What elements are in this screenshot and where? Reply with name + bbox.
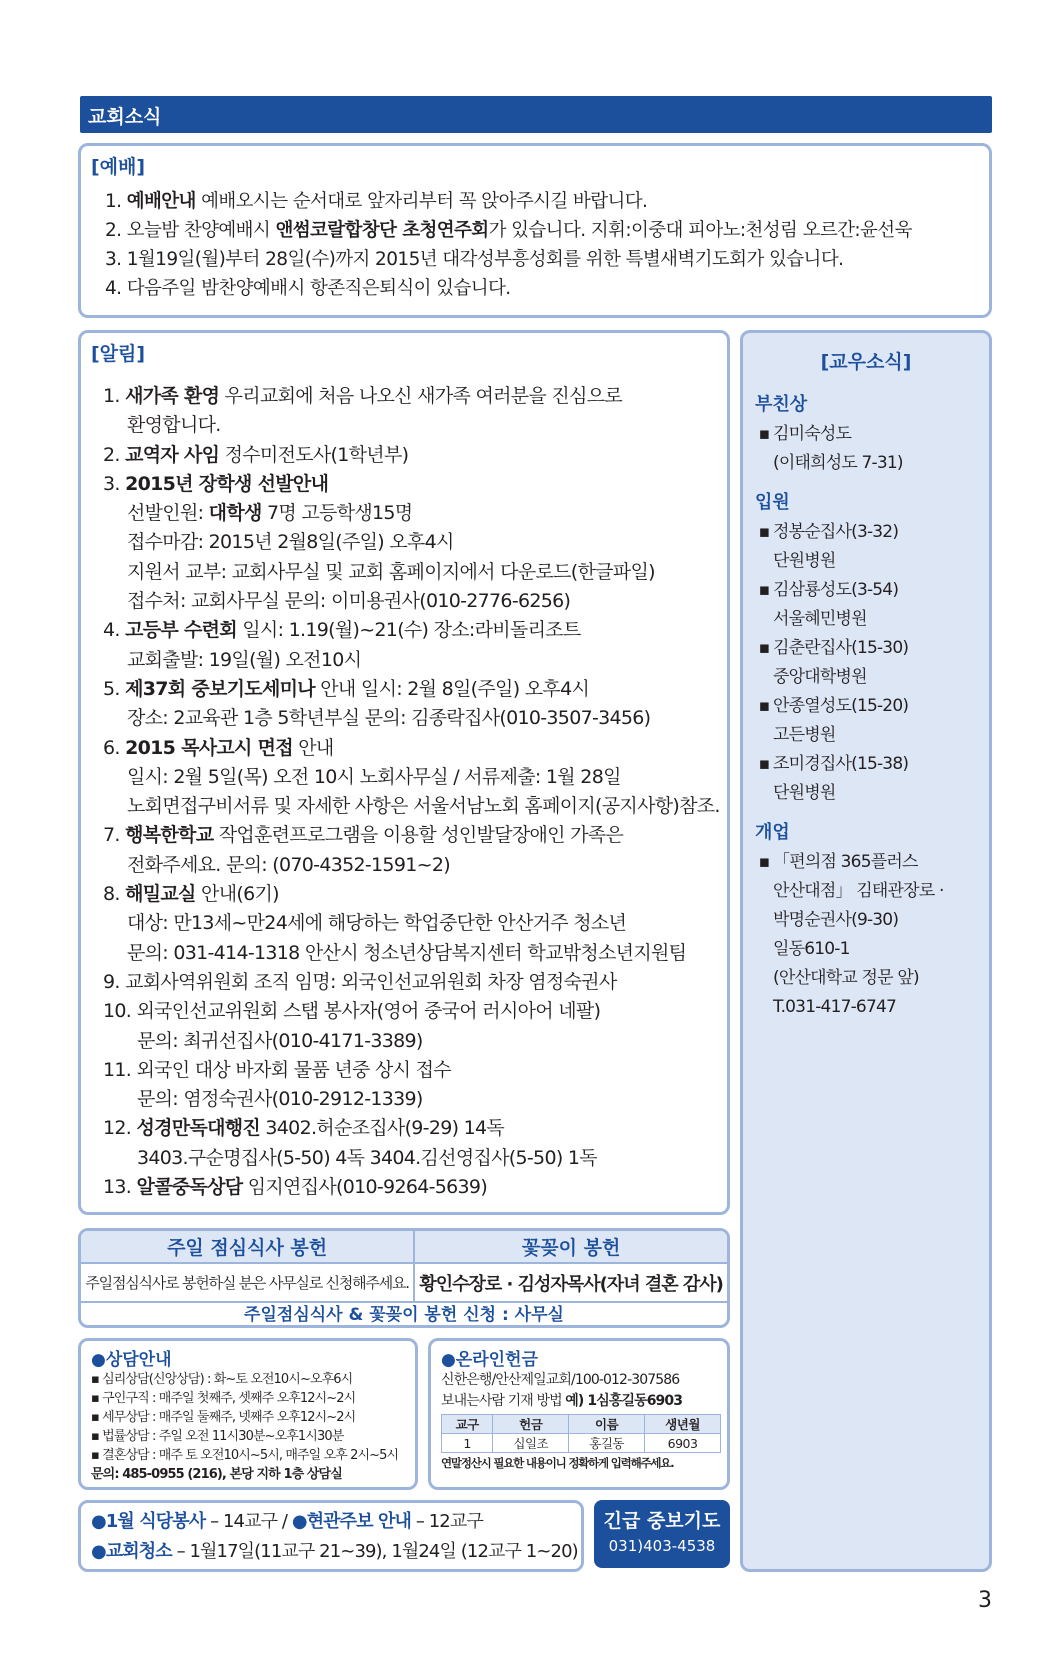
notice-line: 문의: 031-414-1318 안산시 청소년상담복지센터 학교밖청소년지원팀 [127,941,687,964]
notice-line: 3403.구순명집사(5-50) 4독 3404.김선영집사(5-50) 1독 [137,1146,597,1169]
notice-line: 노회면접구비서류 및 자세한 사항은 서울서남노회 홈페이지(공지사항)참조. [127,795,720,818]
urgent-prayer-phone: 031)403-4538 [608,1537,716,1555]
notice-line: 교회출발: 19일(월) 오전10시 [127,648,362,671]
members-news-line: T.031-417-6747 [773,997,896,1017]
flower-offering-header: 꽃꽂이 봉헌 [414,1231,727,1263]
members-section-heading: 부친상 [755,394,808,415]
lunch-offering-text: 주일점심식사로 봉헌하실 분은 사무실로 신청해주세요. [81,1263,414,1301]
giving-note: 연말정산시 필요한 내용이니 정확하게 입력해주세요. [441,1456,674,1470]
table-header: 이름 [569,1415,645,1434]
counseling-contact: 문의: 485-0955 (216), 본당 지하 1층 상담실 [91,1467,342,1482]
notices-box [78,330,730,1215]
table-cell: 1 [442,1434,493,1453]
members-news-list [755,390,977,1022]
worship-item: 1. 예배안내 예배오시는 순서대로 앞자리부터 꼭 앉아주시길 바랍니다. [105,191,648,212]
members-news-box [740,330,992,1572]
notice-line: 접수처: 교회사무실 문의: 이미용권사(010-2776-6256) [127,590,571,613]
donation-table [81,1231,727,1301]
members-news-line: (안산대학교 정문 앞) [773,968,919,988]
online-giving-box [428,1338,730,1490]
table-cell: 6903 [645,1434,721,1453]
notice-line: 4. 고등부 수련회 일시: 1.19(월)~21(수) 장소:라비돌리조트 [103,619,581,642]
table-header: 교구 [442,1415,493,1434]
members-news-item: ▪ 김삼룡성도(3-54) 서울혜민병원 [758,580,899,629]
worship-item: 3. 1월19일(월)부터 28일(수)까지 2015년 대각성부흥성회를 위한 특별새벽기도회가 있습니다. [105,249,844,270]
notice-line: 일시: 2월 5일(목) 오전 10시 노회사무실 / 서류제출: 1월 28일 [127,765,621,788]
notice-line: 전화주세요. 문의: (070-4352-1591~2) [127,853,450,876]
notice-line: 2. 교역자 사임 정수미전도사(1학년부) [103,443,409,466]
notice-line: 10. 외국인선교위원회 스탭 봉사자(영어 중국어 러시아어 네팔) [103,1000,601,1023]
notice-line: 문의: 염정숙권사(010-2912-1339) [137,1088,423,1111]
members-news-item: ▪ 정봉순집사(3-32) 단원병원 [758,522,899,571]
notices-title: [알림] [91,343,146,365]
notice-line: 1. 새가족 환영 우리교회에 처음 나오신 새가족 여러분을 진심으로 [103,385,623,407]
counseling-box [78,1338,418,1490]
members-news-line: 일동610-1 [773,939,850,959]
notice-line: 선발인원: 대학생 7명 고등학생15명 [127,502,413,525]
notice-line: 접수마감: 2015년 2월8일(주일) 오후4시 [127,531,454,554]
counseling-title: ●상담안내 [91,1350,172,1370]
members-news-item: ▪ 김춘란집사(15-30) 중앙대학병원 [758,638,909,687]
notice-line: 지원서 교부: 교회사무실 및 교회 홈페이지에서 다운로드(한글파일) [127,560,655,583]
notice-line: 3. 2015년 장학생 선발안내 [103,472,329,495]
notice-line: 9. 교회사역위원회 조직 임명: 외국인선교위원회 차장 염정숙권사 [103,970,617,993]
urgent-prayer-title: 긴급 중보기도 [603,1510,721,1532]
flower-offering-text: 황인수장로 · 김성자목사(자녀 결혼 감사) [419,1273,723,1295]
notice-line: 12. 성경만독대행진 3402.허순조집사(9-29) 14독 [103,1117,505,1140]
service-line: ●1월 식당봉사 – 14교구 / ●현관주보 안내 – 12교구 [91,1511,483,1532]
section-title: 교회소식 [88,106,162,128]
counseling-line: ▪ 구인구직 : 매주일 첫째주, 셋째주 오후12시~2시 [91,1391,356,1406]
notice-line: 7. 행복한학교 작업훈련프로그램을 이용할 성인발달장애인 가족은 [103,824,624,847]
notice-line: 장소: 2교육관 1층 5학년부실 문의: 김종락집사(010-3507-3456) [127,707,651,730]
worship-title: [예배] [91,156,146,178]
members-section-heading: 입원 [755,492,790,513]
members-news-item: ▪ 「편의점 365플러스 안산대점」 김태관장로 · [758,852,944,901]
online-giving-title: ●온라인헌금 [441,1350,538,1370]
notices-list [91,382,720,1202]
table-cell: 십일조 [493,1434,569,1453]
counseling-line: ▪ 법률상담 : 주일 오전 11시30분~오후1시30분 [91,1429,344,1444]
notice-line: 11. 외국인 대상 바자회 물품 년중 상시 접수 [103,1058,451,1081]
counseling-line: ▪ 결혼상담 : 매주 토 오전10시~5시, 매주일 오후 2시~5시 [91,1448,399,1463]
counseling-line: ▪ 세무상담 : 매주일 둘째주, 넷째주 오후12시~2시 [91,1410,356,1425]
worship-box [78,143,992,318]
table-header: 생년월 [645,1415,721,1434]
lunch-offering-header: 주일 점심식사 봉헌 [81,1231,414,1263]
page-number: 3 [978,1588,992,1613]
members-news-item: ▪ 안종열성도(15-20) 고든병원 [758,696,909,745]
worship-item: 4. 다음주일 밤찬양예배시 항존직은퇴식이 있습니다. [105,278,511,299]
notice-line: 6. 2015 목사고시 면접 안내 [103,736,334,759]
urgent-prayer-box [594,1500,730,1568]
members-news-item: ▪ 조미경집사(15-38) 단원병원 [758,754,909,803]
worship-item: 2. 오늘밤 찬양예배시 앤썸코랄합창단 초청연주회가 있습니다. 지휘:이중대 피아노:천성림 오르간:윤선욱 [105,220,912,241]
bank-account: 신한은행/안산제일교회/100-012-307586 [441,1372,680,1388]
notice-line: 환영합니다. [127,414,221,437]
service-duty-box [78,1500,584,1572]
members-section-heading: 개업 [755,822,790,843]
members-news-line: 박명순권사(9-30) [773,910,899,930]
notice-line: 8. 해밀교실 안내(6기) [103,883,279,906]
notice-line: 13. 알콜중독상담 임지연집사(010-9264-5639) [103,1176,488,1199]
sender-method: 보내는사람 기재 방법 예) 1심홍길동6903 [441,1393,683,1409]
section-header [80,96,992,133]
worship-list [91,187,979,303]
counseling-line: ▪ 심리상담(신앙상담) : 화~토 오전10시~오후6시 [91,1372,353,1387]
notice-line: 문의: 최귀선집사(010-4171-3389) [137,1029,423,1052]
notice-line: 5. 제37회 중보기도세미나 안내 일시: 2월 8일(주일) 오후4시 [103,677,590,700]
cleaning-line: ●교회청소 – 1월17일(11교구 21~39), 1월24일 (12교구 1~20) [91,1541,578,1562]
donation-box [78,1228,730,1328]
notice-line: 대상: 만13세~만24세에 해당하는 학업중단한 안산거주 청소년 [127,912,627,935]
table-cell: 홍길동 [569,1434,645,1453]
donation-footer: 주일점심식사 & 꽃꽂이 봉헌 신청 : 사무실 [81,1301,727,1327]
giving-example-table [441,1414,721,1453]
members-news-title: [교우소식] [820,351,912,373]
table-header: 헌금 [493,1415,569,1434]
members-news-item: ▪ 김미숙성도 (이태희성도 7-31) [758,424,903,473]
